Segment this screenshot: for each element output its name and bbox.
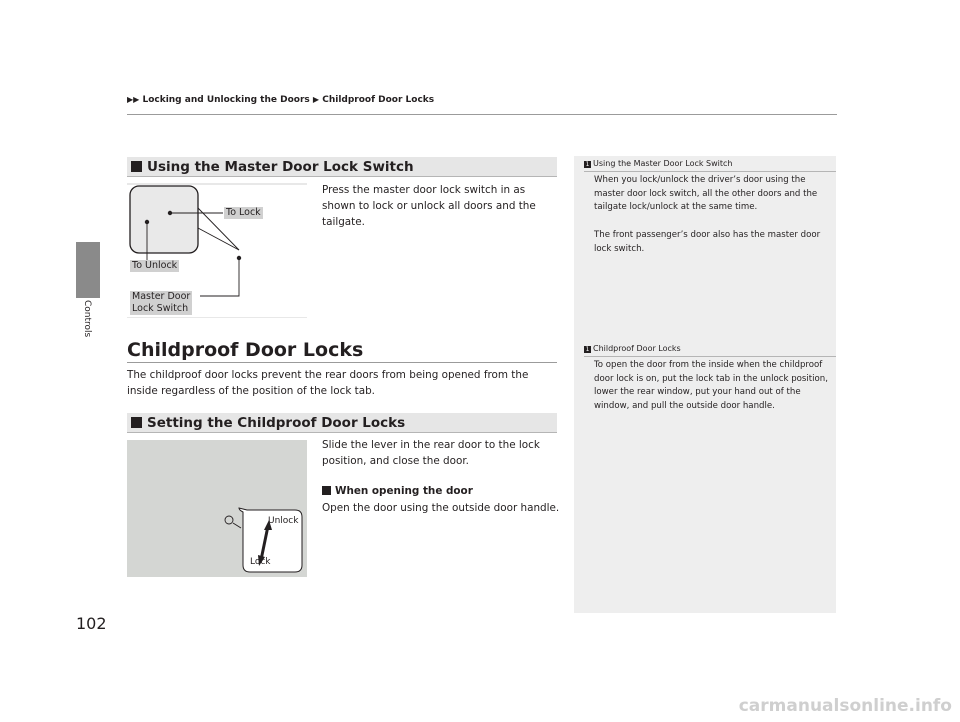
section-heading-master-switch	[127, 157, 557, 177]
callout-to-lock: To Lock	[226, 207, 261, 218]
sub-section-body: Open the door using the outside door handle.	[322, 502, 560, 514]
square-bullet-icon	[322, 486, 331, 495]
breadcrumb-item-1[interactable]: Locking and Unlocking the Doors	[142, 95, 310, 105]
title-rule	[127, 362, 557, 363]
section2-body: Slide the lever in the rear door to the lock position, and close the door.	[322, 439, 540, 467]
note-marker-icon: 1	[585, 161, 590, 168]
intro-paragraph: The childproof door locks prevent the rear doors from being opened from the inside regardless of the position of the lock tab.	[127, 369, 529, 397]
callout-to-unlock: To Unlock	[132, 260, 178, 271]
arrow-icon: ▶	[312, 95, 320, 104]
section1-body: Press the master door lock switch in as shown to lock or unlock all doors and the tailgate.	[322, 184, 536, 228]
double-arrow-icon: ▶▶	[127, 95, 140, 104]
master-switch-diagram	[127, 178, 307, 318]
note-paragraph: When you lock/unlock the driver’s door using the master door lock switch, all the other doors and the tailgate lock/unlock at the same time.	[594, 175, 818, 212]
page-title: Childproof Door Locks	[127, 339, 364, 361]
watermark: carmanualsonline.info	[738, 696, 952, 716]
sub-heading-opening	[322, 485, 473, 497]
section-heading-text: Using the Master Door Lock Switch	[147, 159, 414, 175]
square-bullet-icon	[131, 161, 142, 172]
page-number: 102	[76, 614, 107, 633]
top-divider	[127, 114, 837, 115]
side-tab-label: Controls	[82, 300, 92, 338]
notes-panel	[574, 156, 836, 613]
square-bullet-icon	[131, 417, 142, 428]
note-paragraph: To open the door from the inside when the childproof door lock is on, put the lock tab in the unlock position, lower the rear window, put your hand out of the window, and pull the outside door handle.	[594, 360, 828, 411]
note-title-text: Using the Master Door Lock Switch	[593, 159, 733, 168]
breadcrumb	[127, 95, 434, 105]
note-paragraph: The front passenger’s door also has the master door lock switch.	[594, 230, 821, 254]
note-rule	[584, 356, 836, 357]
callout-master-switch: Master Door Lock Switch	[132, 291, 191, 314]
childproof-lever-illustration	[127, 440, 307, 577]
note-title-text: Childproof Door Locks	[593, 344, 681, 353]
door-lock-photo	[127, 440, 307, 577]
note-title-childproof	[584, 344, 681, 353]
callout-unlock: Unlock	[268, 516, 299, 526]
section-heading-childproof	[127, 413, 557, 433]
breadcrumb-item-2[interactable]: Childproof Door Locks	[322, 95, 435, 105]
note-rule	[584, 171, 836, 172]
sub-heading-text: When opening the door	[335, 485, 473, 497]
note-title-master-switch	[584, 159, 733, 168]
callout-lock: Lock	[250, 557, 271, 567]
note-marker-icon: 1	[585, 346, 590, 353]
side-tab-marker	[76, 242, 100, 298]
section-heading-text: Setting the Childproof Door Locks	[147, 415, 406, 431]
